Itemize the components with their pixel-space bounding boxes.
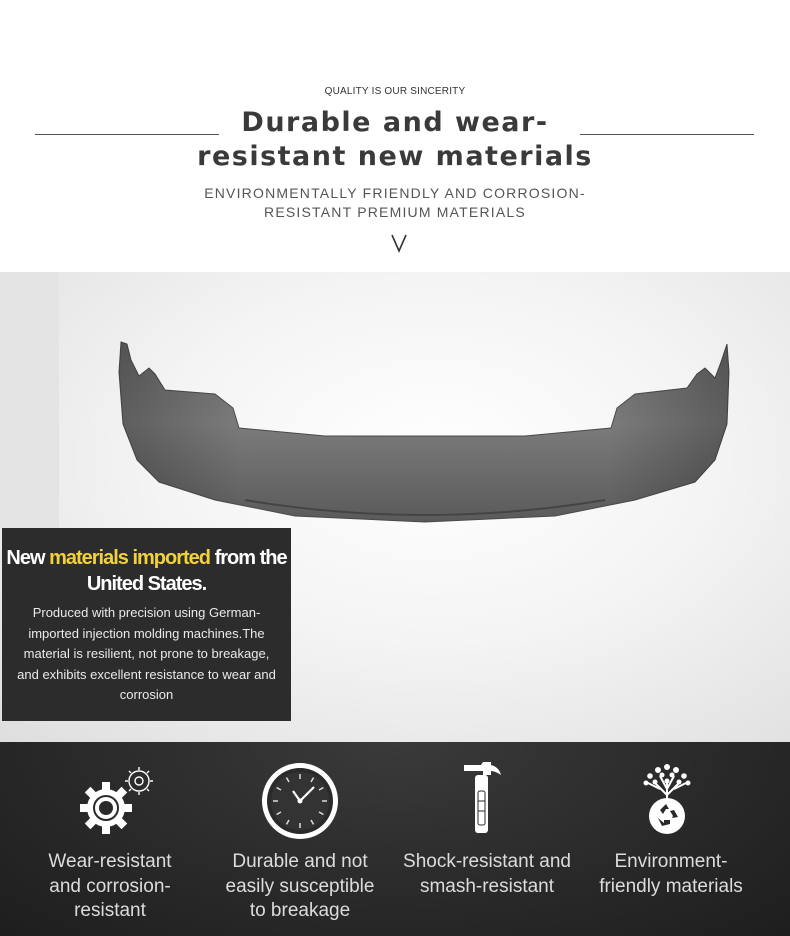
features-bar [0,742,790,936]
feature-1-line-2: and corrosion- [49,875,171,897]
feature-3-line-1: Shock-resistant and [403,851,571,872]
feature-label-eco-friendly [576,850,766,899]
hammer-icon [461,761,503,835]
feature-label-durable [205,850,395,924]
feature-label-wear-resistant [20,850,200,924]
title-rule-right [580,134,754,135]
callout-heading-part2: from the United States. [86,547,287,595]
feature-label-shock-resistant [392,850,582,899]
eco-tree-recycle-icon [640,761,694,835]
callout-body: Produced with precision using German-imported injection molding machines.The material is resilient, not prone to breakage, and exhibits excellent resistance to wear and corrosion [17,605,276,703]
title-line-2: resistant new materials [197,141,593,172]
feature-2-line-3: to breakage [249,900,351,921]
feature-4-line-1: Environment- [614,851,728,872]
title-rule-left [35,134,219,135]
header-section [0,0,790,272]
callout-heading-part1: New [6,547,50,569]
feature-3-line-2: smash-resistant [419,875,555,897]
materials-callout [2,528,291,721]
chevron-down-icon [390,232,408,254]
feature-1-line-3: resistant [74,900,146,921]
tagline: QUALITY IS OUR SINCERITY [324,86,466,97]
clock-icon [260,761,340,841]
subtitle-line-2: RESISTANT PREMIUM MATERIALS [264,204,526,220]
rear-bumper-image [115,332,735,532]
feature-4-line-2: friendly materials [599,875,743,897]
feature-2-line-1: Durable and not [232,851,368,872]
subtitle-line-1: ENVIRONMENTALLY FRIENDLY AND CORROSION- [204,185,586,201]
gears-icon [76,764,158,836]
title-line-1: Durable and wear- [241,107,549,138]
page-subtitle [195,184,595,222]
stage-backdrop-strip [0,272,59,528]
feature-2-line-2: easily susceptible [225,875,375,897]
callout-heading [2,545,291,597]
page-title [195,106,595,174]
feature-1-line-1: Wear-resistant [48,851,172,872]
callout-heading-highlight: materials imported [49,547,211,569]
